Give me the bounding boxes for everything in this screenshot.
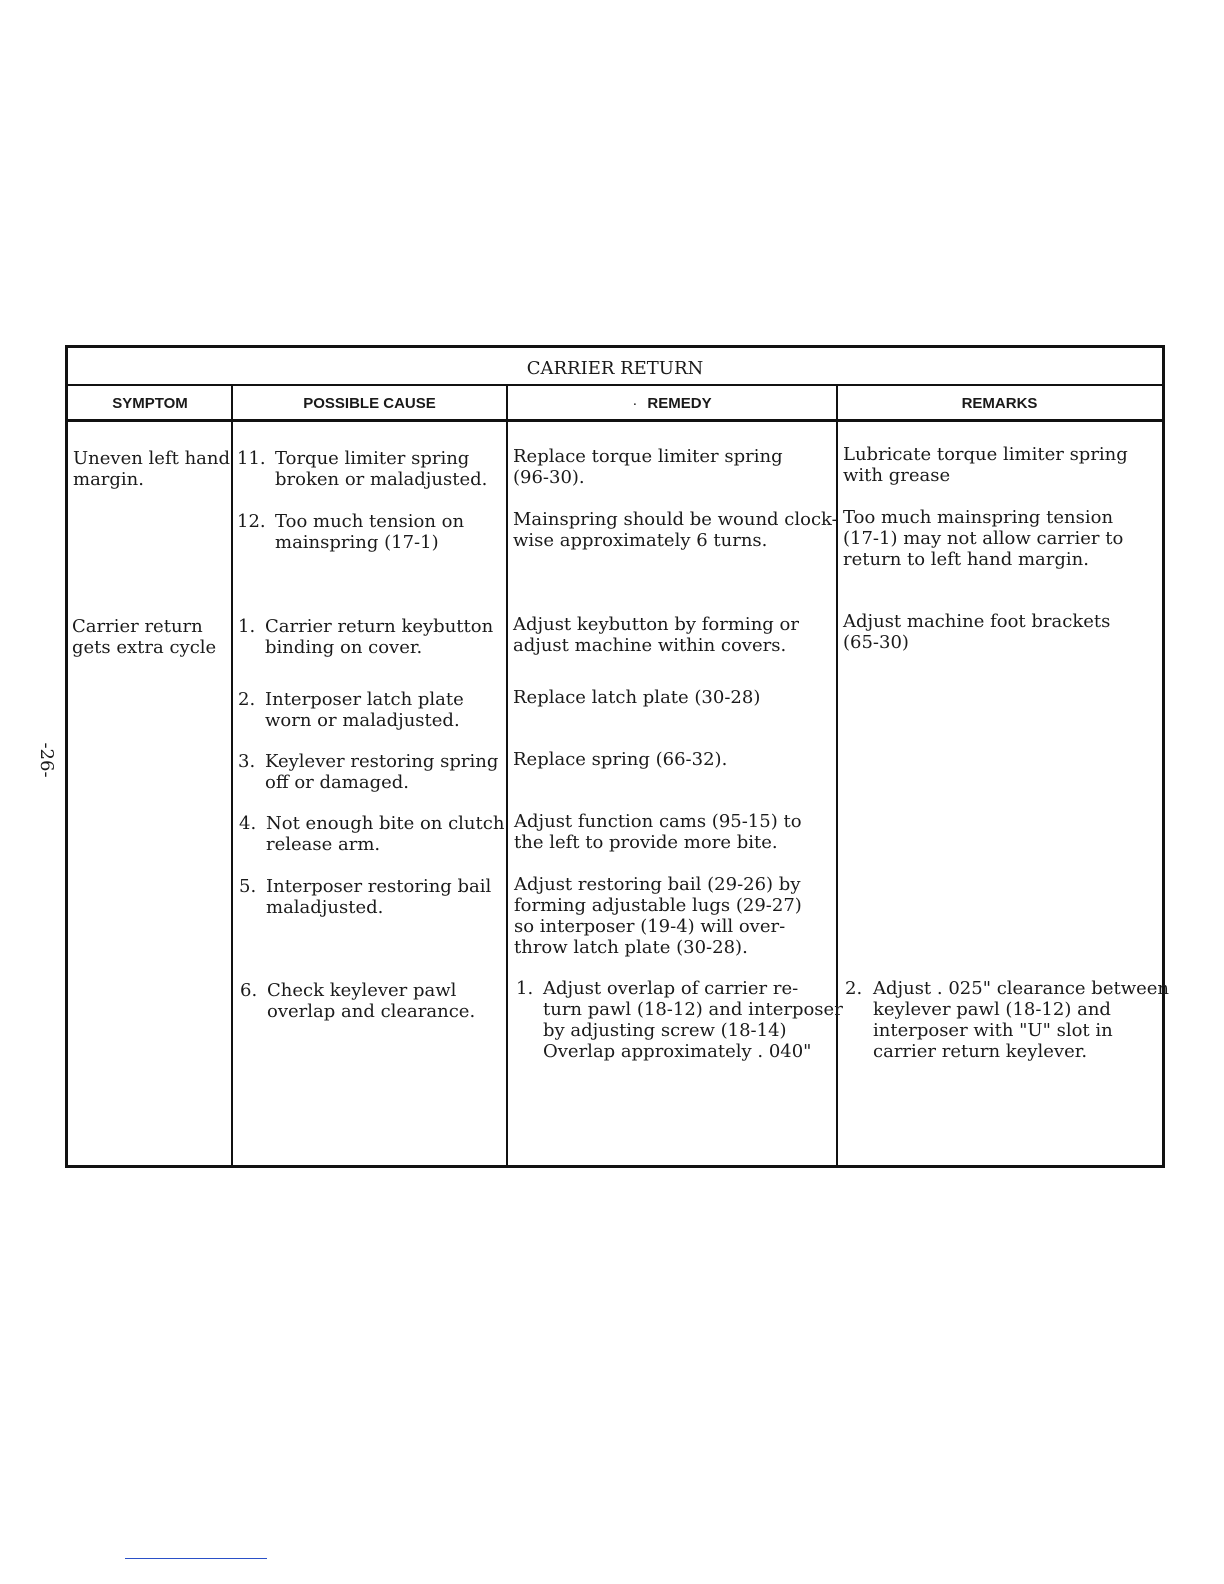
cause-text: overlap and clearance. [267, 1001, 476, 1022]
header-remedy-dot: · [632, 395, 638, 412]
remedy-text: by adjusting screw (18-14) [543, 1020, 787, 1041]
remedy-text: the left to provide more bite. [514, 832, 778, 853]
remedy-text: Adjust function cams (95-15) to [514, 811, 802, 832]
remark-item [843, 611, 1110, 653]
remark-text: Too much mainspring tension [843, 507, 1114, 528]
symptom-text: margin. [73, 469, 144, 490]
symptom-text: Uneven left hand [73, 448, 231, 469]
header-remarks: REMARKS [837, 384, 1162, 422]
cause-text: Too much tension on [275, 511, 465, 532]
remedy-text: Overlap approximately . 040" [543, 1041, 812, 1062]
cause-number: 12. [237, 511, 266, 532]
table-title: CARRIER RETURN [68, 348, 1162, 386]
troubleshooting-table [65, 345, 1170, 1168]
cause-number: 1. [238, 616, 256, 637]
cause-text: Check keylever pawl [267, 980, 457, 1001]
remark-text: interposer with "U" slot in [873, 1020, 1113, 1041]
cause-text: Torque limiter spring [275, 448, 470, 469]
cause-text: Not enough bite on clutch [266, 813, 505, 834]
remedy-text: Replace latch plate (30-28) [513, 687, 761, 708]
cause-text: off or damaged. [265, 772, 409, 793]
header-possible-cause: POSSIBLE CAUSE [232, 384, 507, 422]
remedy-item [513, 446, 783, 488]
cause-number: 4. [239, 813, 257, 834]
remedy-text: wise approximately 6 turns. [513, 530, 768, 551]
column-divider [231, 384, 233, 1165]
footer-rule [125, 1558, 267, 1559]
remark-number: 2. [845, 978, 863, 999]
column-divider [506, 384, 508, 1165]
remedy-item [513, 509, 838, 551]
remedy-item [513, 749, 727, 770]
remark-text: (17-1) may not allow carrier to [843, 528, 1124, 549]
cause-text: Keylever restoring spring [265, 751, 499, 772]
remark-text: (65-30) [843, 632, 909, 653]
remedy-text: turn pawl (18-12) and interposer [543, 999, 843, 1020]
remedy-item [514, 874, 802, 958]
cause-text: maladjusted. [266, 897, 384, 918]
remedy-text: (96-30). [513, 467, 585, 488]
cause-number: 11. [237, 448, 266, 469]
remedy-text: adjust machine within covers. [513, 635, 787, 656]
cause-text: binding on cover. [265, 637, 423, 658]
remark-text: with grease [843, 465, 951, 486]
remark-text: return to left hand margin. [843, 549, 1089, 570]
remedy-number: 1. [516, 978, 534, 999]
remedy-item [514, 811, 802, 853]
remedy-text: throw latch plate (30-28). [514, 937, 748, 958]
symptom-extra-cycle [72, 616, 216, 658]
remedy-item [513, 614, 799, 656]
cause-text: mainspring (17-1) [275, 532, 439, 553]
remark-item [843, 444, 1128, 486]
header-remedy-label: REMEDY [647, 395, 712, 412]
cause-text: broken or maladjusted. [275, 469, 488, 490]
remark-text: Adjust . 025" clearance between [873, 978, 1170, 999]
remedy-text: Replace spring (66-32). [513, 749, 728, 770]
symptom-text: Carrier return [72, 616, 203, 637]
remedy-text: Adjust restoring bail (29-26) by [514, 874, 801, 895]
remark-text: keylever pawl (18-12) and [873, 999, 1111, 1020]
remedy-text: so interposer (19-4) will over- [514, 916, 786, 937]
cause-number: 6. [240, 980, 258, 1001]
header-remedy [507, 384, 837, 422]
cause-text: release arm. [266, 834, 381, 855]
symptom-uneven-margin [73, 448, 230, 490]
cause-text: worn or maladjusted. [265, 710, 460, 731]
page-number: -26- [36, 742, 57, 778]
cause-number: 5. [239, 876, 257, 897]
cause-text: Carrier return keybutton [265, 616, 494, 637]
cause-number: 3. [238, 751, 256, 772]
remark-text: Adjust machine foot brackets [843, 611, 1111, 632]
header-symptom: SYMPTOM [68, 384, 232, 422]
remark-text: carrier return keylever. [873, 1041, 1088, 1062]
symptom-text: gets extra cycle [72, 637, 217, 658]
cause-number: 2. [238, 689, 256, 710]
remedy-text: forming adjustable lugs (29-27) [514, 895, 802, 916]
remedy-text: Adjust overlap of carrier re- [543, 978, 799, 999]
remedy-text: Mainspring should be wound clock- [513, 509, 838, 530]
remark-item [843, 507, 1123, 570]
remark-text: Lubricate torque limiter spring [843, 444, 1128, 465]
cause-text: Interposer restoring bail [266, 876, 492, 897]
remedy-item [513, 687, 760, 708]
cause-text: Interposer latch plate [265, 689, 464, 710]
remedy-text: Replace torque limiter spring [513, 446, 783, 467]
remedy-text: Adjust keybutton by forming or [513, 614, 799, 635]
